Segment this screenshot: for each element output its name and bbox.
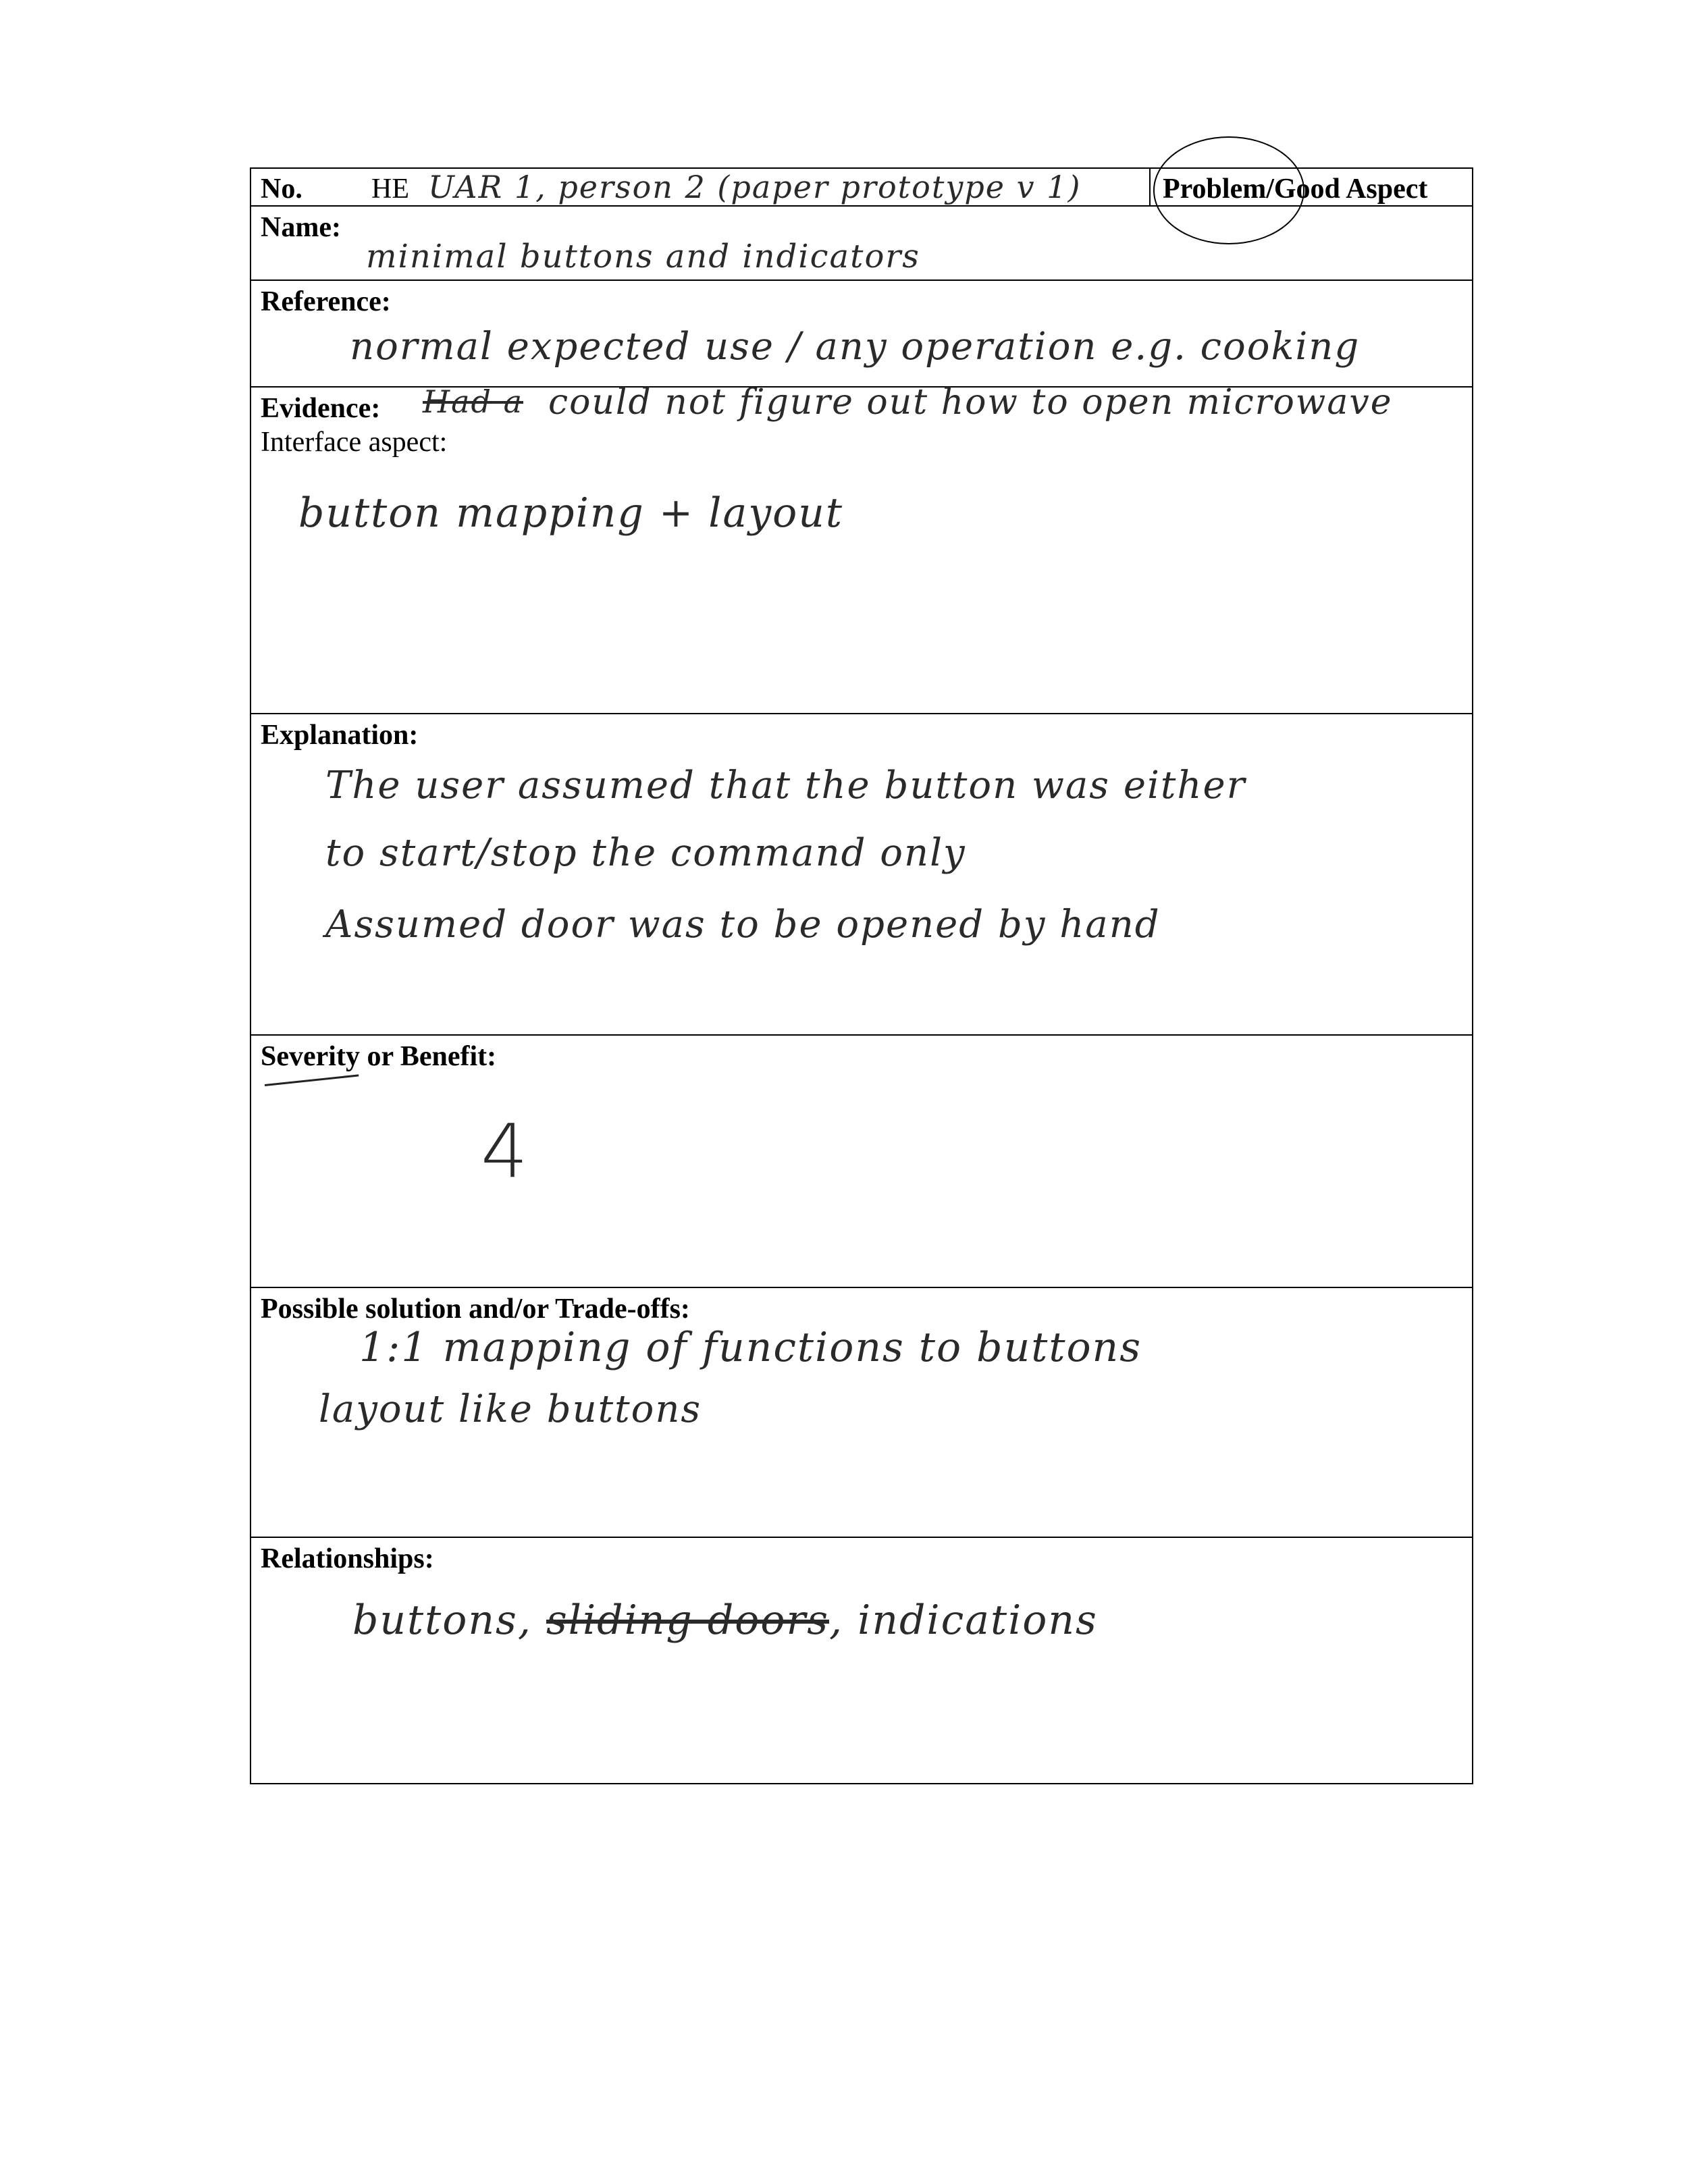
header-divider (1149, 169, 1151, 205)
evidence-label: Evidence: (261, 393, 381, 424)
severity-word: Severity (261, 1041, 360, 1072)
row-divider (251, 1034, 1472, 1036)
problem-good-aspect-label: Problem/Good Aspect (1163, 174, 1428, 205)
problem-circle-mark (1153, 136, 1304, 244)
no-value: UAR 1, person 2 (paper prototype v 1) (428, 169, 1082, 205)
solution-line: 1:1 mapping of functions to buttons (359, 1324, 1142, 1371)
severity-value: 4 (481, 1108, 529, 1194)
name-label: Name: (261, 212, 341, 243)
relationships-struck-text: sliding doors (546, 1597, 830, 1644)
relationships-value (352, 1597, 1098, 1644)
interface-aspect-label: Interface aspect: (261, 427, 448, 458)
relationships-suffix: , indications (829, 1597, 1098, 1644)
relationships-label: Relationships: (261, 1543, 434, 1574)
no-label: No. (261, 174, 302, 205)
row-divider (251, 205, 1472, 207)
interface-aspect-value: button mapping + layout (298, 489, 843, 537)
row-divider (251, 1537, 1472, 1538)
evidence-struck-text: Had a (423, 383, 524, 420)
solution-line: layout like buttons (319, 1387, 702, 1431)
solution-label: Possible solution and/or Trade-offs: (261, 1294, 690, 1325)
heuristic-evaluation-form (250, 167, 1473, 1784)
row-divider (251, 1287, 1472, 1288)
explanation-line: Assumed door was to be opened by hand (325, 903, 1161, 947)
explanation-line: The user assumed that the button was either (325, 764, 1246, 807)
reference-value: normal expected use / any operation e.g. cooking (350, 325, 1361, 369)
relationships-prefix: buttons, (352, 1597, 532, 1644)
severity-label (261, 1042, 496, 1071)
reference-label: Reference: (261, 286, 391, 317)
evidence-value: could not figure out how to open microwave (548, 382, 1393, 423)
he-label: HE (371, 174, 409, 205)
row-divider (251, 279, 1472, 281)
severity-label-rest: or Benefit: (359, 1041, 497, 1072)
severity-underline-mark (265, 1074, 359, 1086)
explanation-label: Explanation: (261, 720, 419, 751)
name-value: minimal buttons and indicators (366, 238, 920, 275)
row-divider (251, 713, 1472, 714)
explanation-line: to start/stop the command only (325, 831, 966, 875)
